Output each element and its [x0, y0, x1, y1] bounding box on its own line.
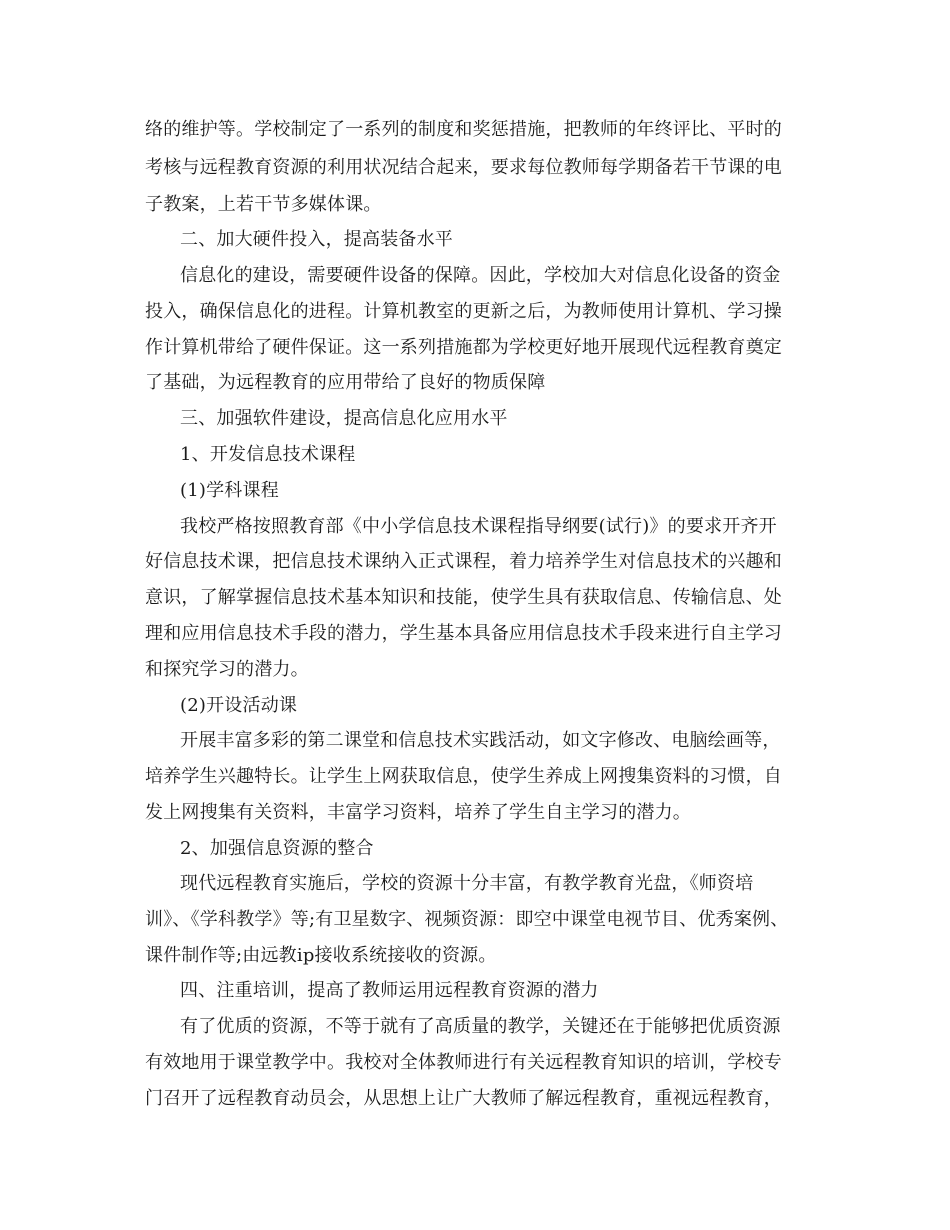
text-line: 信息化的建设，需要硬件设备的保障。因此，学校加大对信息化设备的资金 — [180, 265, 781, 286]
text-line: 和探究学习的潜力。 — [145, 659, 309, 680]
text-line: 培养学生兴趣特长。让学生上网获取信息，使学生养成上网搜集资料的习惯，自 — [145, 766, 782, 787]
subsection-heading: (1)学科课程 — [180, 480, 279, 501]
text-line: 意识，了解掌握信息技术基本知识和技能，使学生具有获取信息、传输信息、处 — [145, 587, 782, 608]
text-line: 开展丰富多彩的第二课堂和信息技术实践活动，如文字修改、电脑绘画等， — [180, 730, 781, 751]
text-line: 我校严格按照教育部《中小学信息技术课程指导纲要(试行)》的要求开齐开 — [180, 516, 777, 537]
text-line: 门召开了远程教育动员会，从思想上让广大教师了解远程教育，重视远程教育， — [145, 1088, 782, 1109]
text-line: 现代远程教育实施后，学校的资源十分丰富，有教学教育光盘，《师资培 — [180, 873, 754, 894]
text-line: 有效地用于课堂教学中。我校对全体教师进行有关远程教育知识的培训，学校专 — [145, 1052, 782, 1073]
subsection-heading: (2)开设活动课 — [180, 695, 298, 716]
text-line: 了基础，为远程教育的应用带给了良好的物质保障 — [145, 372, 546, 393]
text-line: 训》、《学科教学》等;有卫星数字、视频资源：即空中课堂电视节目、优秀案例、 — [145, 909, 789, 930]
text-line: 络的维护等。学校制定了一系列的制度和奖惩措施，把教师的年终评比、平时的 — [145, 119, 782, 140]
text-line: 好信息技术课，把信息技术课纳入正式课程，着力培养学生对信息技术的兴趣和 — [145, 551, 782, 572]
section-heading: 二、加大硬件投入，提高装备水平 — [180, 229, 453, 250]
text-line: 投入，确保信息化的进程。计算机教室的更新之后，为教师使用计算机、学习操 — [145, 301, 782, 322]
subsection-heading: 1、开发信息技术课程 — [180, 444, 356, 465]
section-heading: 三、加强软件建设，提高信息化应用水平 — [180, 408, 508, 429]
text-line: 有了优质的资源，不等于就有了高质量的教学，关键还在于能够把优质资源 — [180, 1016, 781, 1037]
text-line: 课件制作等;由远教ip接收系统接收的资源。 — [145, 945, 497, 966]
text-line: 子教案，上若干节多媒体课。 — [145, 194, 382, 215]
text-line: 作计算机带给了硬件保证。这一系列措施都为学校更好地开展现代远程教育奠定 — [145, 337, 782, 358]
subsection-heading: 2、加强信息资源的整合 — [180, 838, 374, 859]
text-line: 理和应用信息技术手段的潜力，学生基本具备应用信息技术手段来进行自主学习 — [145, 623, 782, 644]
text-line: 考核与远程教育资源的利用状况结合起来，要求每位教师每学期备若干节课的电 — [145, 157, 782, 178]
text-line: 发上网搜集有关资料，丰富学习资料，培养了学生自主学习的潜力。 — [145, 802, 691, 823]
section-heading: 四、注重培训，提高了教师运用远程教育资源的潜力 — [180, 980, 599, 1001]
